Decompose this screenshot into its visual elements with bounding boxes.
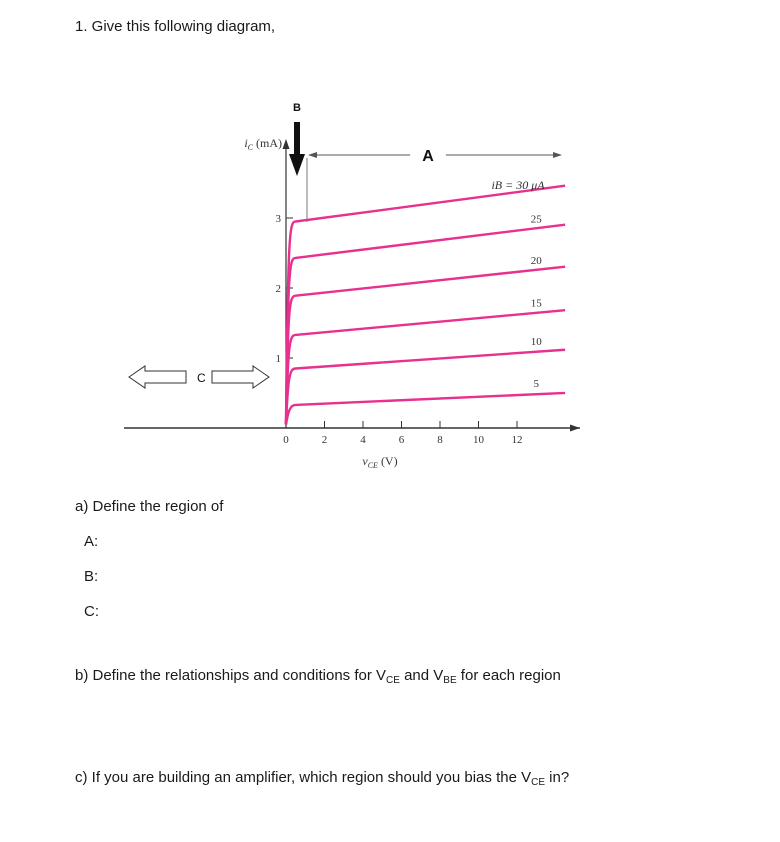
part-c-sub-ce: CE [531, 777, 545, 788]
y-tick-label: 3 [275, 213, 281, 225]
region-b-arrow-shaft [294, 122, 300, 158]
x-tick-label: 6 [398, 434, 405, 446]
ib-curve-label-15: 15 [530, 297, 542, 310]
part-b-suffix: for each region [456, 667, 561, 684]
part-c-suffix: in? [545, 769, 570, 786]
question-title: 1. Give this following diagram, [75, 18, 276, 35]
x-tick-label: 10 [473, 434, 484, 446]
y-axis-label: $i_C$ (mA) [244, 136, 282, 152]
part-b-sub-be: BE [443, 675, 457, 686]
region-a-arrowhead-right [553, 152, 562, 158]
y-axis-arrow [283, 139, 290, 149]
x-tick-label: 0 [283, 434, 289, 446]
region-c-left-arrow [129, 366, 186, 388]
part-b-prefix: b) Define the relationships and conditions for V [75, 667, 387, 684]
x-axis-label: $v_{CE}$ (V) [362, 454, 398, 470]
region-a-arrowhead-left [308, 152, 317, 158]
part-b-middle: and V [399, 667, 444, 684]
ib-curve-label-20: 20 [530, 254, 542, 267]
region-b-label: B [293, 102, 301, 114]
part-b-sub-ce: CE [386, 675, 400, 686]
y-tick-label: 2 [275, 283, 281, 295]
ib-curve-5 [286, 393, 565, 425]
region-b-arrow-head [289, 154, 305, 176]
region-c-right-arrow [212, 366, 269, 388]
ib-curve-label-25: 25 [530, 213, 542, 226]
ib-curve-label-10: 10 [530, 336, 542, 349]
region-a-label: A [422, 148, 434, 165]
x-tick-label: 12 [511, 434, 523, 446]
x-tick-label: 2 [321, 434, 328, 446]
ib-curve-10 [286, 350, 565, 425]
part-a-item-b: B: [84, 568, 99, 585]
ib-curve-30 [286, 186, 565, 425]
ib-curve-20 [286, 267, 565, 425]
part-c-question [75, 769, 569, 788]
y-tick-label: 1 [275, 353, 281, 365]
part-b-question [75, 667, 561, 686]
x-tick-label: 4 [360, 434, 366, 446]
x-tick-label: 8 [437, 434, 443, 446]
part-a-item-a: A: [84, 533, 99, 550]
part-a-prompt: a) Define the region of [75, 498, 224, 515]
x-axis-arrow [570, 425, 580, 432]
ib-curve-label-5: 5 [533, 378, 539, 391]
top-curve-ib-label: iB = 30 μA [491, 178, 545, 192]
part-a-item-c: C: [84, 603, 99, 620]
region-c-label: C [197, 371, 206, 385]
part-c-prefix: c) If you are building an amplifier, which region should you bias the V [75, 769, 532, 786]
